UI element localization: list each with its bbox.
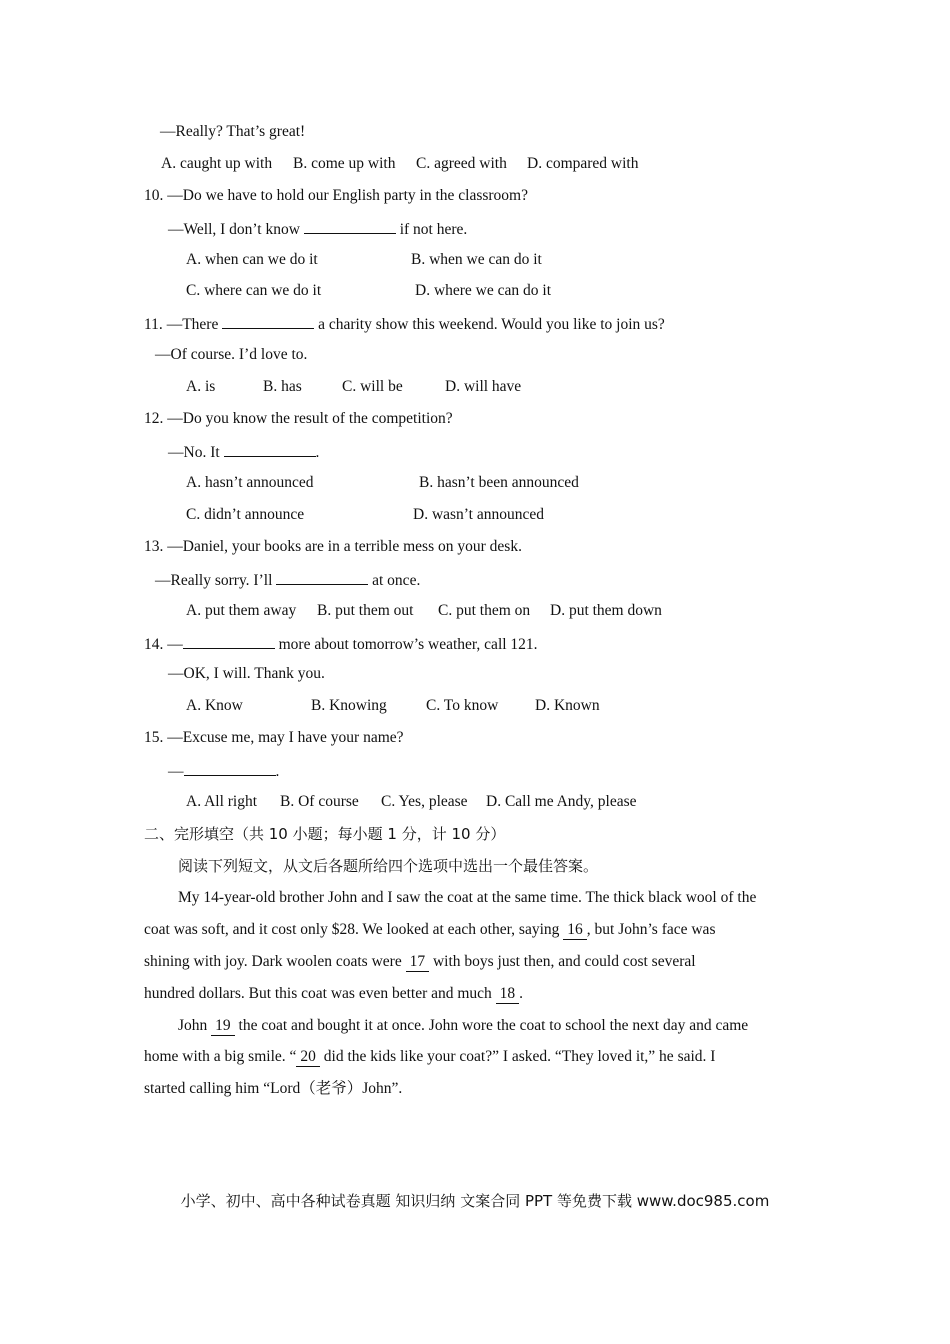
q13-option-a: A. put them away	[186, 602, 297, 619]
q13-option-b: B. put them out	[317, 602, 414, 619]
q14-option-c: C. To know	[426, 697, 499, 714]
q13-reply-line	[155, 569, 420, 591]
cloze-blank-19: 19	[211, 1017, 235, 1036]
section-instruction: 阅读下列短文，从文后各题所给四个选项中选出一个最佳答案。	[178, 857, 599, 875]
q14-option-a: A. Know	[186, 697, 243, 714]
passage-text: did the kids like your coat?” I asked. “They loved it,” he said. I	[323, 1048, 716, 1065]
q12-reply-pre: —No. It	[168, 444, 220, 461]
q14-option-d: D. Known	[535, 697, 600, 714]
passage-text: coat was soft, and it cost only $28. We looked at each other, saying	[144, 921, 560, 938]
cloze-blank-16: 16	[563, 921, 587, 940]
q11-option-a: A. is	[186, 378, 216, 395]
cloze-blank-20: 20	[296, 1048, 320, 1067]
q15-question: —Excuse me, may I have your name?	[167, 729, 404, 746]
q9-option-b: B. come up with	[293, 155, 396, 172]
q15-option-b: B. Of course	[280, 793, 359, 810]
passage-text: shining with joy. Dark woolen coats were	[144, 953, 402, 970]
q13-question: —Daniel, your books are in a terrible mess on your desk.	[167, 538, 522, 555]
q14-option-b: B. Knowing	[311, 697, 387, 714]
q10-question: —Do we have to hold our English party in the classroom?	[167, 187, 528, 204]
q15-number: 15.	[144, 729, 164, 746]
passage-line-5	[178, 1016, 748, 1036]
q10-reply-pre: —Well, I don’t know	[168, 221, 300, 238]
q14-question-post: more about tomorrow’s weather, call 121.	[278, 636, 538, 653]
q15-option-c: C. Yes, please	[381, 793, 468, 810]
cloze-blank-17: 17	[406, 953, 430, 972]
passage-text: with boys just then, and could cost several	[432, 953, 696, 970]
q12-option-d: D. wasn’t announced	[413, 506, 545, 523]
q12-option-b: B. hasn’t been announced	[419, 474, 579, 491]
passage-line-4	[144, 984, 523, 1004]
q14-reply: —OK, I will. Thank you.	[168, 665, 325, 682]
q12-number: 12.	[144, 410, 164, 427]
q15-answer-blank	[184, 760, 276, 776]
passage-text: hundred dollars. But this coat was even better and much	[144, 985, 492, 1002]
passage-line-1: My 14-year-old brother John and I saw the coat at the same time. The thick black wool of the	[178, 889, 757, 906]
q13-option-c: C. put them on	[438, 602, 531, 619]
q9-option-a: A. caught up with	[161, 155, 273, 172]
q9-reply: —Really? That’s great!	[160, 123, 306, 140]
passage-text: home with a big smile. “	[144, 1048, 297, 1065]
q10-reply-post: if not here.	[399, 221, 468, 238]
q11-reply: —Of course. I’d love to.	[155, 346, 308, 363]
q14-answer-blank	[183, 633, 275, 649]
q12-reply-line	[168, 441, 319, 463]
q11-option-c: C. will be	[342, 378, 403, 395]
q11-option-b: B. has	[263, 378, 302, 395]
q10-answer-blank	[304, 218, 396, 234]
q11-question-line	[144, 313, 665, 335]
page-footer: 小学、初中、高中各种试卷真题 知识归纳 文案合同 PPT 等免费下载 www.doc985.com	[180, 1192, 770, 1210]
q13-answer-blank	[276, 569, 368, 585]
passage-line-2	[144, 920, 715, 940]
q14-question-line	[144, 633, 538, 655]
q13-number: 13.	[144, 538, 164, 555]
q13-question-line	[144, 537, 522, 557]
q14-question-pre: —	[167, 636, 183, 653]
q15-reply-post: .	[275, 763, 280, 780]
q13-reply-pre: —Really sorry. I’ll	[155, 572, 273, 589]
q10-number: 10.	[144, 187, 164, 204]
passage-line-7: started calling him “Lord（老爷）John”.	[144, 1080, 403, 1097]
q15-option-d: D. Call me Andy, please	[486, 793, 637, 810]
q12-question-line	[144, 409, 453, 429]
q10-option-a: A. when can we do it	[186, 251, 318, 268]
passage-line-6	[144, 1047, 715, 1067]
cloze-blank-18: 18	[496, 985, 520, 1004]
passage-text: the coat and bought it at once. John wore the coat to school the next day and came	[238, 1017, 749, 1034]
q13-reply-post: at once.	[372, 572, 421, 589]
q11-question-post: a charity show this weekend. Would you like to join us?	[318, 316, 665, 333]
q11-answer-blank	[222, 313, 314, 329]
q11-question-pre: —There	[166, 316, 219, 333]
q10-reply-line	[168, 218, 467, 240]
q12-question: —Do you know the result of the competition?	[167, 410, 453, 427]
q15-reply-pre: —	[168, 763, 184, 780]
q9-option-d: D. compared with	[527, 155, 639, 172]
section-heading: 二、完形填空（共 10 小题；每小题 1 分，计 10 分）	[144, 825, 506, 843]
q12-option-c: C. didn’t announce	[186, 506, 305, 523]
q12-answer-blank	[224, 441, 316, 457]
q15-question-line	[144, 728, 404, 748]
q14-number: 14.	[144, 636, 164, 653]
q11-number: 11.	[144, 316, 163, 333]
passage-text: .	[519, 985, 524, 1002]
q11-option-d: D. will have	[445, 378, 522, 395]
passage-text: John	[178, 1017, 208, 1034]
q10-option-b: B. when we can do it	[411, 251, 542, 268]
q10-option-d: D. where we can do it	[415, 282, 552, 299]
q15-option-a: A. All right	[186, 793, 258, 810]
q12-option-a: A. hasn’t announced	[186, 474, 314, 491]
q15-reply-line	[168, 760, 279, 782]
passage-line-3	[144, 952, 696, 972]
passage-text: , but John’s face was	[586, 921, 716, 938]
q12-reply-post: .	[315, 444, 320, 461]
q13-option-d: D. put them down	[550, 602, 662, 619]
q10-question-line	[144, 186, 528, 206]
q10-option-c: C. where can we do it	[186, 282, 322, 299]
q9-option-c: C. agreed with	[416, 155, 507, 172]
